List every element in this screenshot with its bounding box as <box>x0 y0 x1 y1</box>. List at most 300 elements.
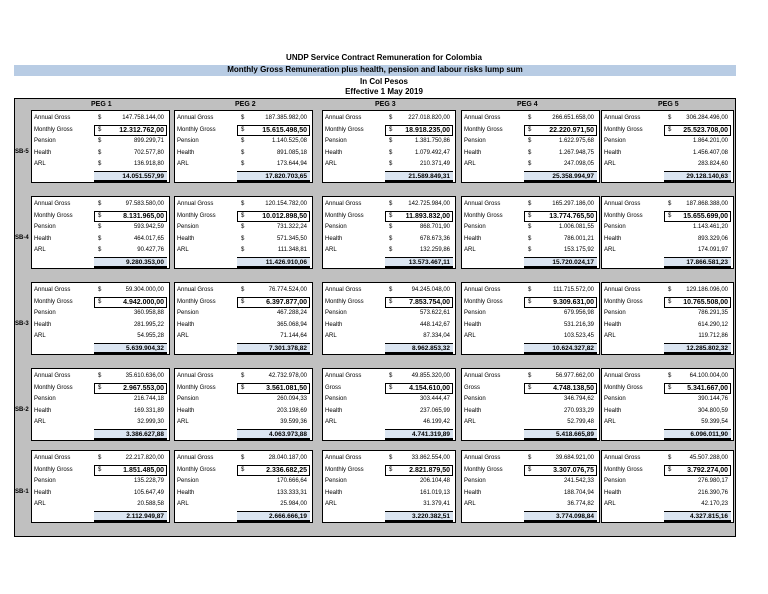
row-label: ARL <box>325 333 337 339</box>
salary-row <box>34 476 167 487</box>
row-value: 133.333,31 <box>276 489 307 496</box>
salary-row <box>604 394 731 405</box>
row-value: 59.304.000,00 <box>125 287 164 293</box>
total-value: 7.301.378,82 <box>269 344 307 352</box>
currency-symbol: $ <box>98 149 102 156</box>
row-value: 10.765.508,00 <box>683 298 728 306</box>
row-label: Annual Gross <box>604 115 641 121</box>
salary-row <box>325 234 453 245</box>
row-value: 9.309.631,00 <box>553 298 594 306</box>
row-value: 147.758.144,00 <box>122 115 164 121</box>
salary-row <box>177 136 310 147</box>
row-value: 5.341.667,00 <box>687 384 728 392</box>
salary-cell <box>322 282 456 355</box>
currency-symbol: $ <box>668 287 672 293</box>
total-value: 9.280.353,00 <box>126 258 164 266</box>
row-value: 573.622,61 <box>419 310 450 316</box>
salary-row <box>34 285 167 296</box>
row-value: 464.017,65 <box>133 235 164 242</box>
total-row <box>604 257 731 268</box>
row-label: Pension <box>34 310 56 316</box>
row-value: 187.868.388,00 <box>686 201 728 207</box>
peg-header: PEG 4 <box>517 101 538 108</box>
salary-row <box>325 245 453 256</box>
total-row <box>325 257 453 268</box>
row-label: Annual Gross <box>177 287 214 293</box>
salary-cell <box>31 110 170 183</box>
salary-cell <box>461 450 600 523</box>
salary-row <box>177 285 310 296</box>
total-value: 5.639.904,32 <box>126 344 164 352</box>
total-value: 17.820.703,65 <box>265 172 307 180</box>
row-label: Pension <box>34 138 56 144</box>
salary-row <box>34 297 167 308</box>
row-label: Pension <box>34 396 56 402</box>
row-value: 203.198,69 <box>276 407 307 414</box>
total-row <box>177 429 310 440</box>
row-label: Pension <box>34 478 56 484</box>
salary-row <box>177 297 310 308</box>
row-label: Pension <box>325 224 347 230</box>
row-value: 22.220.971,50 <box>549 126 594 134</box>
row-label: Gross <box>464 384 481 391</box>
currency-symbol: $ <box>389 298 393 305</box>
row-label: ARL <box>464 419 476 425</box>
row-value: 6.397.877,00 <box>266 298 307 306</box>
salary-row <box>177 199 310 210</box>
row-value: 20.588,58 <box>137 501 164 507</box>
currency-symbol: $ <box>528 149 532 156</box>
salary-row <box>34 234 167 245</box>
salary-row <box>464 199 597 210</box>
row-value: 679.956,98 <box>563 310 594 316</box>
row-value: 365.068,94 <box>276 321 307 328</box>
salary-cell <box>461 282 600 355</box>
salary-row <box>464 222 597 233</box>
row-label: Annual Gross <box>604 287 641 293</box>
row-value: 2.967.553,00 <box>123 384 164 392</box>
salary-row <box>325 476 453 487</box>
row-label: Pension <box>325 478 347 484</box>
row-value: 188.704,94 <box>563 489 594 496</box>
row-value: 36.774,82 <box>567 501 594 507</box>
total-value: 14.051.557,99 <box>122 172 164 180</box>
row-value: 731.322,24 <box>276 224 307 230</box>
total-value: 15.720.024,17 <box>552 258 594 266</box>
row-label: Annual Gross <box>34 373 71 379</box>
row-value: 33.862.554,00 <box>411 455 450 461</box>
currency-symbol: $ <box>528 373 532 379</box>
row-value: 46.199,42 <box>423 419 450 425</box>
row-value: 165.297.186,00 <box>552 201 594 207</box>
total-value: 29.128.140,63 <box>686 172 728 180</box>
row-value: 187.385.982,00 <box>265 115 307 121</box>
row-value: 786.001,21 <box>563 235 594 242</box>
salary-row <box>604 245 731 256</box>
row-label: ARL <box>34 247 46 253</box>
row-value: 111.348,81 <box>277 247 307 253</box>
row-value: 270.933,29 <box>563 407 594 414</box>
salary-row <box>34 125 167 136</box>
row-value: 142.725.984,00 <box>408 201 450 207</box>
currency-symbol: $ <box>528 138 532 144</box>
currency-symbol: $ <box>668 212 672 219</box>
currency-symbol: $ <box>241 235 245 242</box>
row-label: ARL <box>604 501 616 507</box>
salary-row <box>34 159 167 170</box>
row-label: Health <box>325 489 343 496</box>
currency-symbol: $ <box>528 247 532 253</box>
row-value: 467.288,24 <box>276 310 307 316</box>
row-value: 22.217.820,00 <box>125 455 164 461</box>
row-label: ARL <box>464 333 476 339</box>
currency-symbol: $ <box>241 138 245 144</box>
row-value: 614.290,12 <box>697 321 728 328</box>
salary-row <box>464 285 597 296</box>
currency-symbol: $ <box>241 247 245 253</box>
currency-symbol: $ <box>528 201 532 207</box>
salary-row <box>325 222 453 233</box>
salary-row <box>34 499 167 510</box>
row-label: Annual Gross <box>325 455 362 461</box>
currency-symbol: $ <box>528 212 532 219</box>
row-value: 283.824,60 <box>697 161 728 167</box>
salary-row <box>177 148 310 159</box>
row-value: 103.523,45 <box>563 333 594 339</box>
total-row <box>604 343 731 354</box>
salary-row <box>604 211 731 222</box>
row-value: 593.942,59 <box>133 224 164 230</box>
salary-row <box>177 417 310 428</box>
currency-symbol: $ <box>241 287 245 293</box>
row-label: Gross <box>325 384 342 391</box>
salary-row <box>325 371 453 382</box>
total-value: 4.327.815,16 <box>690 512 728 520</box>
row-label: Monthly Gross <box>177 212 216 219</box>
salary-row <box>464 320 597 331</box>
salary-row <box>325 406 453 417</box>
salary-row <box>464 245 597 256</box>
row-value: 390.144,76 <box>697 396 728 402</box>
row-value: 1.267.948,75 <box>558 149 594 156</box>
row-label: Monthly Gross <box>34 212 73 219</box>
row-label: Annual Gross <box>177 373 214 379</box>
salary-row <box>604 136 731 147</box>
currency-symbol: $ <box>668 201 672 207</box>
currency-symbol: $ <box>241 201 245 207</box>
row-value: 32.999,30 <box>137 419 164 425</box>
row-value: 13.774.765,50 <box>549 212 594 220</box>
row-value: 346.794,62 <box>563 396 594 402</box>
salary-row <box>604 285 731 296</box>
row-label: ARL <box>177 419 189 425</box>
row-label: Health <box>177 321 195 328</box>
row-value: 281.995,22 <box>133 321 164 328</box>
row-label: Annual Gross <box>464 455 501 461</box>
salary-row <box>34 465 167 476</box>
row-label: Pension <box>177 396 199 402</box>
row-value: 71.144,64 <box>280 333 307 339</box>
currency-symbol: $ <box>528 384 532 391</box>
salary-row <box>604 417 731 428</box>
salary-row <box>177 394 310 405</box>
row-value: 1.851.485,00 <box>123 466 164 474</box>
salary-row <box>325 453 453 464</box>
currency-symbol: $ <box>98 373 102 379</box>
currency-symbol: $ <box>389 247 393 253</box>
row-value: 531.216,39 <box>563 321 594 328</box>
currency-symbol: $ <box>389 161 393 167</box>
row-label: Health <box>604 489 622 496</box>
currency-symbol: $ <box>98 287 102 293</box>
row-value: 241.542,33 <box>563 478 594 484</box>
salary-row <box>464 499 597 510</box>
row-label: Pension <box>464 138 486 144</box>
peg-header: PEG 3 <box>375 101 396 108</box>
salary-row <box>325 148 453 159</box>
currency-symbol: $ <box>241 149 245 156</box>
row-value: 56.977.662,00 <box>555 373 594 379</box>
peg-header: PEG 2 <box>235 101 256 108</box>
row-value: 136.918,80 <box>133 161 164 167</box>
salary-row <box>604 159 731 170</box>
salary-row <box>325 417 453 428</box>
row-label: ARL <box>177 247 189 253</box>
row-label: Monthly Gross <box>464 298 503 305</box>
row-label: ARL <box>604 333 616 339</box>
row-label: Health <box>34 235 52 242</box>
row-value: 893.329,06 <box>697 235 728 242</box>
row-value: 153.175,92 <box>563 247 594 253</box>
salary-row <box>177 211 310 222</box>
row-label: Monthly Gross <box>604 126 643 133</box>
currency-symbol: $ <box>98 247 102 253</box>
row-label: Health <box>325 407 343 414</box>
currency-symbol: $ <box>389 466 393 473</box>
row-label: Monthly Gross <box>325 212 364 219</box>
row-value: 161.019,13 <box>419 489 450 496</box>
salary-row <box>34 245 167 256</box>
row-label: Pension <box>604 138 626 144</box>
currency-symbol: $ <box>389 384 393 391</box>
row-label: Monthly Gross <box>34 298 73 305</box>
row-value: 304.800,59 <box>697 407 728 414</box>
salary-cell <box>174 110 313 183</box>
currency-symbol: $ <box>389 235 393 242</box>
row-value: 227.018.820,00 <box>408 115 450 121</box>
row-label: Annual Gross <box>325 115 362 121</box>
row-value: 39.599,36 <box>280 419 307 425</box>
salary-cell <box>174 368 313 441</box>
row-label: Monthly Gross <box>177 126 216 133</box>
row-value: 174.091,97 <box>697 247 728 253</box>
row-value: 678.673,36 <box>419 235 450 242</box>
row-label: ARL <box>464 161 476 167</box>
salary-row <box>177 320 310 331</box>
row-value: 237.065,99 <box>419 407 450 414</box>
currency-symbol: $ <box>389 201 393 207</box>
total-value: 2.112.949,87 <box>126 512 164 520</box>
salary-row <box>34 371 167 382</box>
row-label: Annual Gross <box>34 201 71 207</box>
row-label: Pension <box>604 478 626 484</box>
currency-note: In Col Pesos <box>359 77 408 86</box>
row-label: ARL <box>464 247 476 253</box>
row-value: 52.799,48 <box>567 419 594 425</box>
currency-symbol: $ <box>528 466 532 473</box>
row-label: Monthly Gross <box>604 384 643 391</box>
row-value: 59.399,54 <box>701 419 728 425</box>
row-label: Pension <box>325 138 347 144</box>
row-label: Monthly Gross <box>464 212 503 219</box>
salary-row <box>464 234 597 245</box>
effective-date: Effective 1 May 2019 <box>345 87 423 96</box>
total-row <box>34 511 167 522</box>
salary-cell <box>174 450 313 523</box>
row-value: 28.040.187,00 <box>268 455 307 461</box>
salary-row <box>604 222 731 233</box>
row-label: ARL <box>604 161 616 167</box>
row-value: 120.154.782,00 <box>265 201 307 207</box>
total-row <box>464 511 597 522</box>
row-label: Pension <box>177 478 199 484</box>
row-value: 266.651.658,00 <box>552 115 594 121</box>
row-label: ARL <box>177 161 189 167</box>
salary-row <box>604 320 731 331</box>
row-value: 1.622.975,68 <box>558 138 594 144</box>
total-value: 3.774.098,84 <box>556 512 594 520</box>
row-value: 276.980,17 <box>697 478 728 484</box>
salary-row <box>464 331 597 342</box>
row-value: 11.893.832,00 <box>405 212 450 220</box>
total-row <box>325 429 453 440</box>
row-value: 97.583.580,00 <box>125 201 164 207</box>
row-label: Monthly Gross <box>34 466 73 473</box>
total-row <box>34 429 167 440</box>
total-row <box>464 257 597 268</box>
row-label: Annual Gross <box>177 201 214 207</box>
salary-row <box>34 331 167 342</box>
currency-symbol: $ <box>389 126 393 133</box>
row-label: Health <box>177 235 195 242</box>
row-value: 18.918.235,00 <box>405 126 450 134</box>
row-label: Pension <box>604 396 626 402</box>
row-value: 210.371,49 <box>419 161 450 167</box>
row-label: ARL <box>325 161 337 167</box>
salary-row <box>464 148 597 159</box>
row-value: 206.104,48 <box>419 478 450 484</box>
salary-row <box>325 331 453 342</box>
row-value: 8.131.965,00 <box>123 212 164 220</box>
row-label: ARL <box>177 333 189 339</box>
currency-symbol: $ <box>98 455 102 461</box>
row-value: 303.444,47 <box>419 396 450 402</box>
total-value: 4.063.973,88 <box>269 430 307 438</box>
currency-symbol: $ <box>528 224 532 230</box>
salary-row <box>464 465 597 476</box>
row-value: 39.684.921,00 <box>555 455 594 461</box>
total-row <box>464 429 597 440</box>
salary-cell <box>322 450 456 523</box>
row-label: Annual Gross <box>604 455 641 461</box>
salary-row <box>34 320 167 331</box>
salary-row <box>325 394 453 405</box>
row-value: 105.647,49 <box>133 489 164 496</box>
row-value: 247.098,05 <box>563 161 594 167</box>
row-label: Monthly Gross <box>325 466 364 473</box>
currency-symbol: $ <box>668 466 672 473</box>
total-row <box>177 511 310 522</box>
row-label: Monthly Gross <box>325 126 364 133</box>
total-value: 8.962.853,32 <box>412 344 450 352</box>
salary-row <box>325 285 453 296</box>
row-value: 4.748.138,50 <box>553 384 594 392</box>
row-label: Pension <box>325 310 347 316</box>
row-value: 2.336.682,25 <box>266 466 307 474</box>
row-value: 42.732.978,00 <box>268 373 307 379</box>
row-label: Health <box>34 321 52 328</box>
row-label: Monthly Gross <box>464 126 503 133</box>
currency-symbol: $ <box>389 455 393 461</box>
salary-row <box>464 125 597 136</box>
page-subtitle: Monthly Gross Remuneration plus health, pension and labour risks lump sum <box>14 65 736 76</box>
total-row <box>325 171 453 182</box>
salary-row <box>34 417 167 428</box>
row-value: 3.307.076,75 <box>553 466 594 474</box>
salary-row <box>177 308 310 319</box>
currency-symbol: $ <box>668 455 672 461</box>
row-label: Pension <box>604 310 626 316</box>
salary-row <box>34 199 167 210</box>
row-value: 260.094,33 <box>276 396 307 402</box>
row-label: Health <box>464 149 482 156</box>
total-value: 2.666.666,19 <box>269 512 307 520</box>
row-value: 15.655.699,00 <box>683 212 728 220</box>
row-value: 3.792.274,00 <box>687 466 728 474</box>
salary-row <box>34 453 167 464</box>
row-value: 868.701,90 <box>419 224 450 230</box>
row-value: 1.381.750,86 <box>414 138 450 144</box>
row-value: 132.259,86 <box>419 247 450 253</box>
salary-cell <box>461 196 600 269</box>
salary-cell <box>601 450 734 523</box>
salary-row <box>325 136 453 147</box>
currency-symbol: $ <box>668 384 672 391</box>
total-value: 17.866.581,23 <box>686 258 728 266</box>
currency-symbol: $ <box>389 287 393 293</box>
row-value: 49.855.320,00 <box>411 373 450 379</box>
row-value: 7.853.754,00 <box>409 298 450 306</box>
currency-symbol: $ <box>389 149 393 156</box>
row-label: Health <box>325 235 343 242</box>
row-value: 119.712,86 <box>698 333 728 339</box>
salary-row <box>464 383 597 394</box>
row-label: ARL <box>177 501 189 507</box>
row-value: 216.744,18 <box>133 396 164 402</box>
row-value: 786.291,35 <box>697 310 728 316</box>
row-label: Annual Gross <box>34 287 71 293</box>
currency-symbol: $ <box>241 298 245 305</box>
salary-row <box>464 297 597 308</box>
total-row <box>604 429 731 440</box>
salary-cell <box>174 196 313 269</box>
row-value: 15.615.498,50 <box>262 126 307 134</box>
currency-symbol: $ <box>98 161 102 167</box>
row-label: Annual Gross <box>604 373 641 379</box>
currency-symbol: $ <box>389 212 393 219</box>
row-label: Annual Gross <box>464 373 501 379</box>
currency-symbol: $ <box>389 373 393 379</box>
